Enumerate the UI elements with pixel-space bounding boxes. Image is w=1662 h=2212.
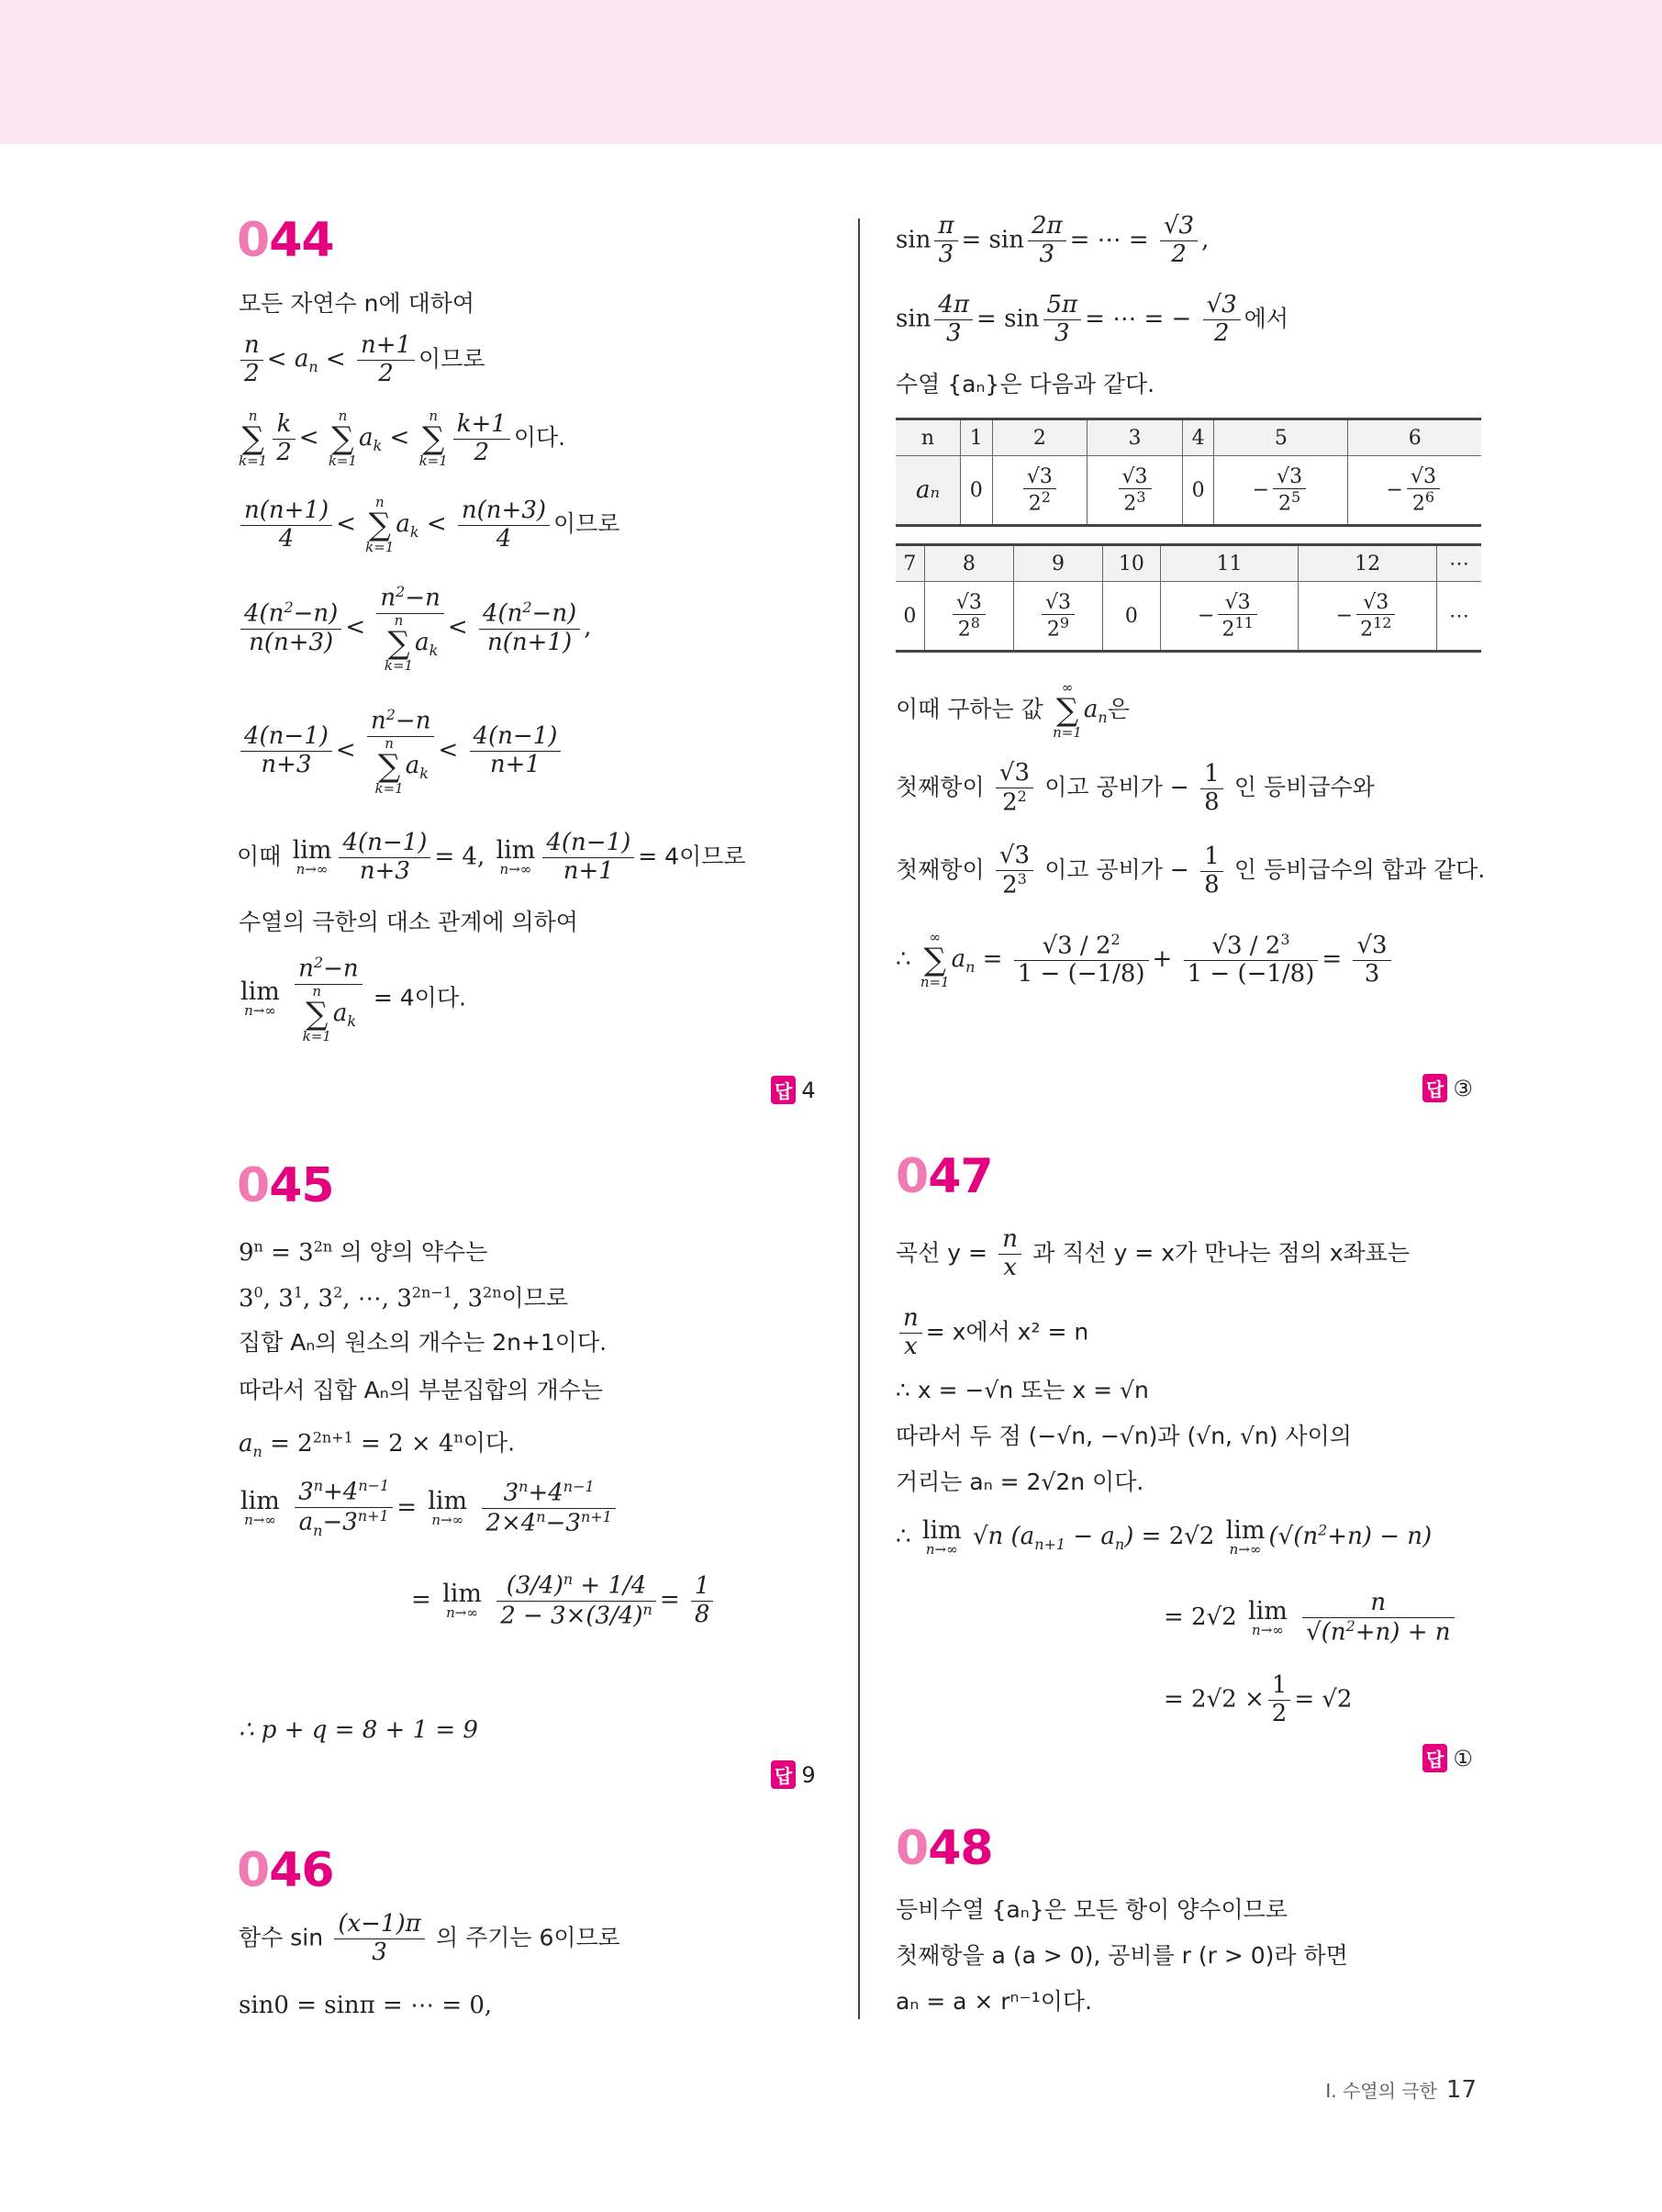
p047-answer: 답 ① — [1422, 1744, 1473, 1772]
table-cell: $\frac{√3}{2^3}$ — [1088, 456, 1183, 526]
p048-line-2: 첫째항을 a (a > 0), 공비를 r (r > 0)라 하면 — [896, 1942, 1348, 1969]
table-cell: − $\frac{√3}{2^6}$ — [1348, 456, 1481, 526]
p047-limit-2: = 2√2 lim n→∞ $\frac{n}{√(n^2+n) + n}$ — [1164, 1590, 1458, 1647]
p045-pq: ∴ p + q = 8 + 1 = 9 — [239, 1716, 478, 1744]
p044-ineq-2: n ∑ k=1 $\frac{k}{2}$ < n ∑ $k=1a_k < n$ ∑ k=1 $\frac{k+1}{2}$ 이다. — [239, 408, 566, 469]
table-cell: 8 — [924, 545, 1013, 582]
table-cell: 12 — [1299, 545, 1437, 582]
table-cell: $\frac{√3}{2^2}$ — [992, 456, 1088, 526]
p045-limit-1: lim n→∞ $\frac{3^n+4^{n-1}}{a_n-3^{n+1}}$ = lim n→∞ $\frac{3^n+4^{n-1}}{2\times 4^n-3^{n+1}}$ — [237, 1478, 619, 1539]
p045-line-5: $a_n = 2^{2n+1} = 2 \times 4^n$이다. — [239, 1428, 516, 1460]
p046-answer: 답 ③ — [1422, 1074, 1473, 1102]
table-cell: − $\frac{√3}{2^5}$ — [1214, 456, 1348, 526]
sequence-table-1 — [896, 418, 1481, 527]
p046-series-2: 첫째항이 $\frac{√3}{2^3}$ 이고 공비가 − $\frac{1}{8}$ 인 등비급수의 합과 같다. — [896, 842, 1486, 899]
header-band — [0, 0, 1662, 144]
problem-number-048: 048 — [896, 1821, 993, 1876]
p048-line-3: aₙ = a × rⁿ⁻¹이다. — [896, 1988, 1092, 2015]
table-cell: n — [896, 419, 961, 456]
p048-line-1: 등비수열 {aₙ}은 모든 항이 양수이므로 — [896, 1896, 1288, 1923]
table-cell: 11 — [1160, 545, 1299, 582]
problem-number-045: 045 — [237, 1158, 334, 1213]
p046-line-2: sin0 = sinπ = ⋯ = 0, — [239, 1992, 493, 2019]
table-cell: 7 — [896, 545, 924, 582]
p046-sin-row-2: sin $\frac{4\pi}{3}$ = sin $\frac{5\pi}{3}$ = ⋯ = − $\frac{√3}{2}$ 에서 — [896, 291, 1288, 347]
table-cell: − $\frac{√3}{2^{11}}$ — [1160, 582, 1299, 652]
table-cell: 9 — [1013, 545, 1102, 582]
p045-line-3: 집합 Aₙ의 원소의 개수는 2n+1이다. — [239, 1329, 608, 1356]
table-cell: 4 — [1182, 419, 1214, 456]
p044-answer: 답 4 — [771, 1076, 816, 1104]
table-cell: 3 — [1088, 419, 1183, 456]
problem-number-047: 047 — [896, 1149, 993, 1204]
footer-section: Ⅰ. 수열의 극한 — [1325, 2080, 1437, 2102]
p047-line-4: 따라서 두 점 (−√n, −√n)과 (√n, √n) 사이의 — [896, 1423, 1352, 1449]
p046-total: ∴ ∞ ∑ $n=1a_n$ = $\frac{√3 / 2^2}{1 - (-1/8)}$ + $\frac{√3 / 2^3}{1 - (-1/8)}$ = $\frac{√3}{3}$ — [896, 931, 1395, 989]
table-cell: ⋯ — [1436, 582, 1481, 652]
p044-limits: 이때 lim n→∞ $\frac{4(n-1)}{n+3}$ = 4, lim n→∞ $\frac{4(n-1)}{n+1}$ = 4이므로 — [237, 829, 746, 885]
p047-line-1: 곡선 y = $\frac{n}{x}$ 과 직선 y = x가 만나는 점의 x좌표는 — [896, 1225, 1410, 1281]
p047-line-2: $\frac{n}{x}$ = x에서 x² = n — [896, 1305, 1088, 1361]
p044-ineq-1: $\frac{n}{2}$ < $a_n$ < $\frac{n+1}{2}$ 이므로 — [237, 332, 485, 388]
page-number: 17 — [1445, 2076, 1477, 2104]
p046-sum-line: 이때 구하는 값 ∞ ∑ $n=1a_n$은 — [896, 679, 1130, 741]
table-cell: $\frac{√3}{2^9}$ — [1013, 582, 1102, 652]
p046-seq-intro: 수열 {aₙ}은 다음과 같다. — [896, 371, 1155, 397]
table-cell: 5 — [1214, 419, 1348, 456]
table-cell: 0 — [961, 456, 993, 526]
p045-limit-2: = lim n→∞ $\frac{(3/4)^n + 1/4}{2 - 3\times(3/4)^n}$ = $\frac{1}{8}$ — [411, 1571, 717, 1630]
p044-compare: 수열의 극한의 대소 관계에 의하여 — [239, 909, 578, 935]
page-footer — [1325, 2076, 1477, 2104]
p046-sin-row-1: sin $\frac{\pi}{3}$ = sin $\frac{2\pi}{3}$ = ⋯ = $\frac{√3}{2}$ , — [896, 212, 1210, 268]
column-divider — [858, 218, 860, 2019]
p047-limit-3: = 2√2 × $\frac{1}{2}$ = √2 — [1164, 1671, 1353, 1727]
p045-line-2: $3^0$, $3^1$, $3^2$, ⋯, $3^{2n-1}$, $3^{2n}$이므로 — [239, 1283, 568, 1313]
p045-answer: 답 9 — [771, 1760, 816, 1789]
table-cell: 0 — [1103, 582, 1161, 652]
table-cell: 6 — [1348, 419, 1481, 456]
problem-number-044: 044 — [237, 213, 334, 268]
table-cell: 10 — [1103, 545, 1161, 582]
p044-intro: 모든 자연수 n에 대하여 — [239, 290, 475, 317]
table-cell: 0 — [1182, 456, 1214, 526]
table-cell: aₙ — [896, 456, 961, 526]
table-cell: 0 — [903, 604, 917, 628]
p046-line-1: 함수 sin $\frac{(x-1)\pi}{3}$ 의 주기는 6이므로 — [239, 1910, 620, 1966]
table-cell: ⋯ — [1436, 545, 1481, 582]
p044-ineq-5: $\frac{4(n-1)}{n+3}$ < $n^2-n$ n ∑ $k=1a_k$ < $\frac{4(n-1)}{n+1}$ — [237, 707, 564, 796]
p047-line-3: ∴ x = −√n 또는 x = √n — [896, 1377, 1149, 1403]
table-cell: − $\frac{√3}{2^{12}}$ — [1299, 582, 1437, 652]
table-cell: $\frac{√3}{2^8}$ — [924, 582, 1013, 652]
p044-ineq-3: $\frac{n(n+1)}{4}$ < n ∑ $k=1a_k$ < $\frac{n(n+3)}{4}$ 이므로 — [237, 496, 619, 554]
p044-conclusion: lim n→∞ $n^2-n$ n ∑ $k=1a_k$ = 4이다. — [240, 954, 466, 1045]
p044-ineq-4: $\frac{4(n^2-n)}{n(n+3)}$ < $n^2-n$ n ∑ $k=1a_k$ < $\frac{4(n^2-n)}{n(n+1)}$ , — [237, 584, 591, 673]
table-cell: 2 — [992, 419, 1088, 456]
sequence-table-2 — [896, 543, 1481, 653]
p045-line-1: $9^n = 3^{2n}$ 의 양의 약수는 — [239, 1237, 488, 1267]
table-cell: 1 — [961, 419, 993, 456]
p047-line-5: 거리는 aₙ = 2√2n 이다. — [896, 1469, 1144, 1495]
p046-series-1: 첫째항이 $\frac{√3}{2^2}$ 이고 공비가 − $\frac{1}{8}$ 인 등비급수와 — [896, 759, 1375, 817]
p047-limit-1: ∴ lim n→∞ √n $(a_{n+1} - a_n) = 2√2$ lim n→∞ $(√(n^2+n) - n)$ — [896, 1516, 1433, 1558]
problem-number-046: 046 — [237, 1843, 334, 1898]
p045-line-4: 따라서 집합 Aₙ의 부분집합의 개수는 — [239, 1377, 603, 1403]
